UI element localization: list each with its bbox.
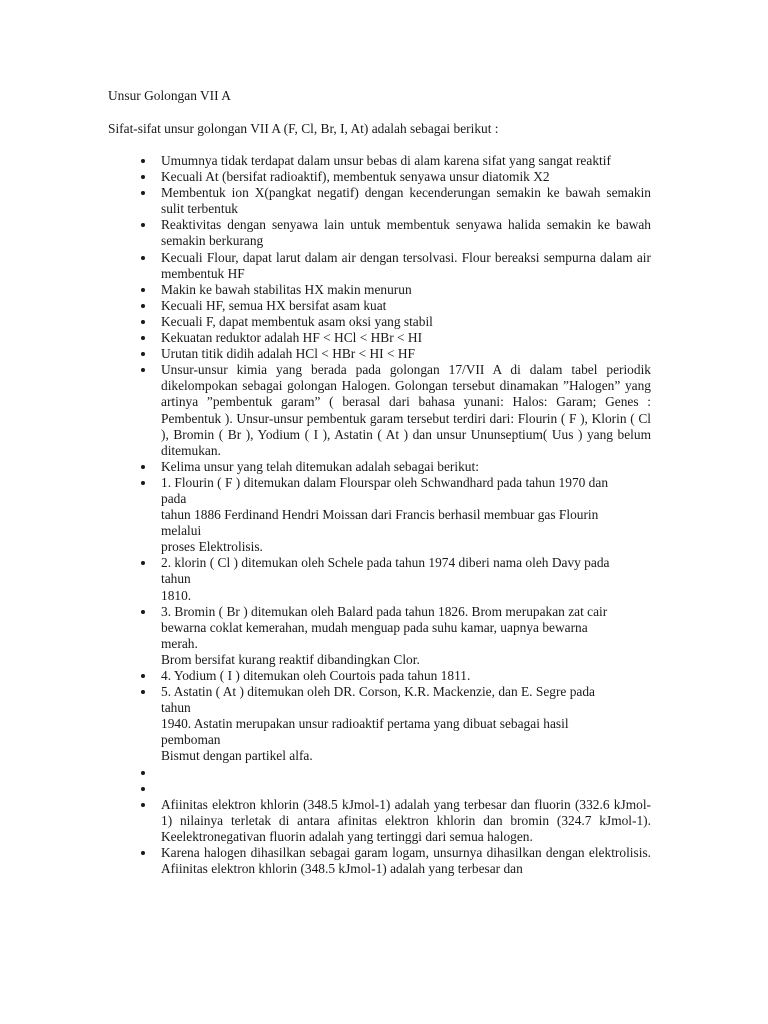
list-item: Kecuali HF, semua HX bersifat asam kuat (161, 298, 651, 314)
list-item: Membentuk ion X(pangkat negatif) dengan kecenderungan semakin ke bawah semakin sulit terbentuk (161, 185, 651, 217)
bromin-line: bewarna coklat kemerahan, mudah menguap pada suhu kamar, uapnya bewarna (161, 619, 588, 635)
flourin-line: pada (161, 490, 187, 506)
list-item-flourin (161, 475, 651, 555)
intro-text: Sifat-sifat unsur golongan VII A (F, Cl, Br, I, At) adalah sebagai berikut : (108, 121, 499, 136)
flourin-line: melalui (161, 523, 202, 539)
list-item-klorin (161, 555, 651, 603)
list-item: Kecuali Flour, dapat larut dalam air dengan tersolvasi. Flour bereaksi sempurna dalam air membentuk HF (161, 249, 651, 281)
list-item: Makin ke bawah stabilitas HX makin menurun (161, 282, 651, 298)
list-item-yodium (161, 668, 651, 684)
klorin-line: tahun (161, 571, 191, 587)
klorin-line: 1810. (161, 587, 192, 603)
empty-list-item (161, 765, 651, 781)
flourin-line: tahun 1886 Ferdinand Hendri Moissan dari Francis berhasil membuar gas Flourin (161, 507, 599, 523)
list-item-bromin (161, 604, 651, 668)
list-item: Kekuatan reduktor adalah HF < HCl < HBr < HI (161, 330, 651, 346)
yodium-line: 4. Yodium ( I ) ditemukan oleh Courtois pada tahun 1811. (161, 668, 471, 683)
astatin-line: pemboman (161, 732, 221, 748)
bullet-list (161, 153, 651, 877)
bromin-line: Brom bersifat kurang reaktif dibandingkan Clor. (161, 651, 420, 667)
astatin-line: 1940. Astatin merupakan unsur radioaktif pertama yang dibuat sebagai hasil (161, 716, 569, 732)
astatin-line: 5. Astatin ( At ) ditemukan oleh DR. Corson, K.R. Mackenzie, dan E. Segre pada (161, 684, 595, 700)
list-item: Afiinitas elektron khlorin (348.5 kJmol-1) adalah yang terbesar dan fluorin (332.6 kJmol-1) nilainya terletak di antara afinitas elektron khlorin dan bromin (324.7 kJmol-1). Keelektronegativan fluorin adalah yang tertinggi dari semua halogen. (161, 796, 651, 844)
list-item: Urutan titik didih adalah HCl < HBr < HI < HF (161, 346, 651, 362)
list-item: Kecuali At (bersifat radioaktif), membentuk senyawa unsur diatomik X2 (161, 169, 651, 185)
astatin-line: tahun (161, 700, 191, 716)
bromin-line: 3. Bromin ( Br ) ditemukan oleh Balard pada tahun 1826. Brom merupakan zat cair (161, 603, 608, 619)
list-item-astatin (161, 684, 651, 764)
flourin-line: proses Elektrolisis. (161, 539, 263, 555)
list-item: Karena halogen dihasilkan sebagai garam logam, unsurnya dihasilkan dengan elektrolisis. Afiinitas elektron khlorin (348.5 kJmol-1) adalah yang terbesar dan (161, 845, 651, 877)
list-item: Kecuali F, dapat membentuk asam oksi yang stabil (161, 314, 651, 330)
list-item: Umumnya tidak terdapat dalam unsur bebas di alam karena sifat yang sangat reaktif (161, 153, 651, 169)
flourin-line: 1. Flourin ( F ) ditemukan dalam Flourspar oleh Schwandhard pada tahun 1970 dan (161, 474, 609, 490)
list-item: Kelima unsur yang telah ditemukan adalah sebagai berikut: (161, 459, 651, 475)
astatin-line: Bismut dengan partikel alfa. (161, 748, 313, 764)
bromin-line: merah. (161, 635, 198, 651)
list-item: Unsur-unsur kimia yang berada pada golongan 17/VII A di dalam tabel periodik dikelompokan sebagai golongan Halogen. Golongan tersebut dinamakan ”Halogen” yang artinya ”pembentuk garam” ( berasal dari bahasa yunani: Halos: Garam; Genes : Pembentuk ). Unsur-unsur pembentuk garam tersebut terdiri dari: Flourin ( F ), Klorin ( Cl ), Bromin ( Br ), Yodium ( I ), Astatin ( At ) dan unsur Ununseptium( Uus ) yang belum ditemukan. (161, 362, 651, 458)
list-item: Reaktivitas dengan senyawa lain untuk membentuk senyawa halida semakin ke bawah semakin berkurang (161, 217, 651, 249)
klorin-line: 2. klorin ( Cl ) ditemukan oleh Schele pada tahun 1974 diberi nama oleh Davy pada (161, 555, 610, 571)
document-title: Unsur Golongan VII A (108, 88, 231, 103)
empty-list-item (161, 781, 651, 797)
